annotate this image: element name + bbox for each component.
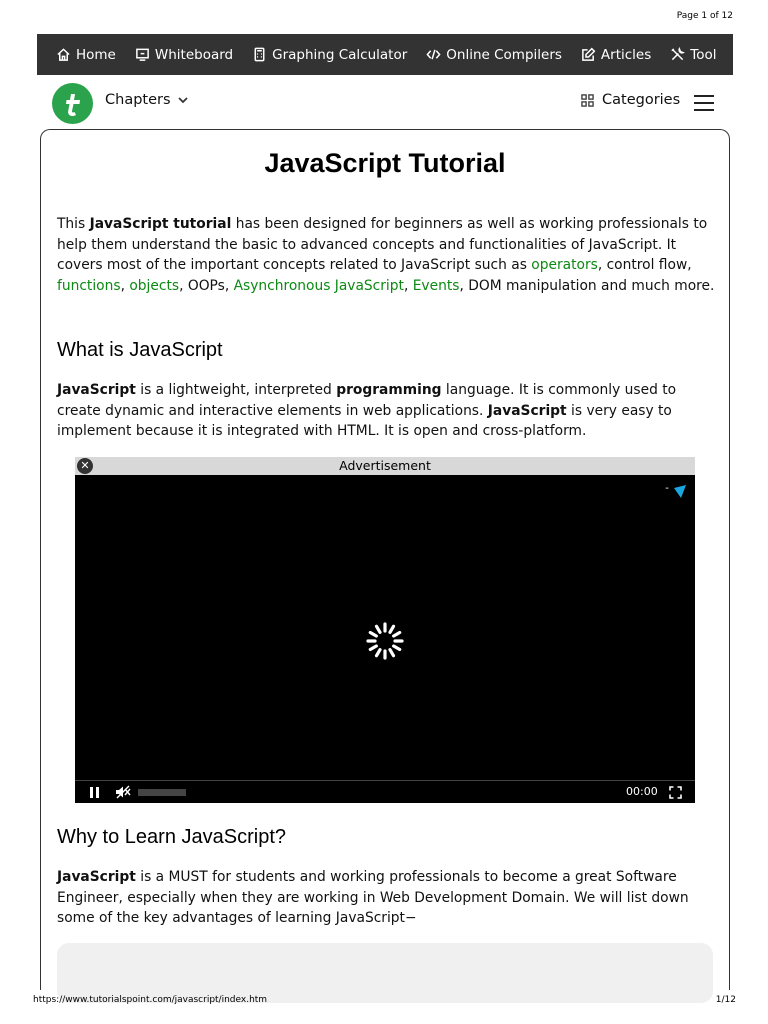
ad-logo-dash: - — [665, 483, 669, 494]
tutorial-content — [40, 129, 730, 990]
advertisement-bar — [75, 457, 695, 475]
loading-spinner-icon — [365, 621, 405, 661]
intro-text: , — [120, 277, 130, 294]
video-controls — [75, 780, 695, 803]
intro-text: , — [403, 277, 413, 294]
nav-graphing-calculator[interactable] — [252, 47, 407, 63]
calculator-icon — [252, 47, 267, 62]
chevron-down-icon — [177, 94, 189, 106]
categories-label: Categories — [602, 92, 681, 108]
logo-t-icon — [59, 90, 87, 118]
intro-text: This — [57, 216, 90, 232]
why-bold: JavaScript — [57, 869, 136, 885]
nav-whiteboard-label: Whiteboard — [154, 46, 234, 63]
nav-online-compilers-label: Online Compilers — [446, 46, 562, 63]
link-events[interactable]: Events — [412, 277, 460, 294]
heading-what-is-javascript: What is JavaScript — [57, 339, 223, 361]
footer-url: https://www.tutorialspoint.com/javascript/index.htm — [33, 995, 268, 1005]
tutorialspoint-logo[interactable] — [52, 83, 93, 124]
video-time: 00:00 — [626, 785, 658, 798]
what-bold: JavaScript — [487, 402, 567, 419]
link-operators[interactable]: operators — [531, 257, 598, 273]
pause-icon[interactable] — [90, 787, 100, 798]
page-title: JavaScript Tutorial — [264, 148, 506, 178]
intro-paragraph — [57, 214, 717, 296]
why-paragraph — [57, 867, 717, 929]
categories-button[interactable] — [581, 92, 680, 108]
home-icon — [56, 47, 71, 62]
grid-icon — [581, 94, 594, 107]
advertisement-video[interactable] — [75, 457, 695, 803]
intro-text: , OOPs, — [179, 277, 234, 294]
nav-home[interactable] — [56, 47, 116, 63]
footer-page-number: 1/12 — [715, 995, 736, 1005]
intro-text: has been designed for beginners as well as working professionals to help them understand the basic to advanced concepts and functionalities of JavaScript. It covers most of the important concepts related to JavaScript such as — [57, 216, 708, 273]
link-functions[interactable]: functions — [57, 277, 121, 294]
nav-tools[interactable] — [670, 47, 716, 63]
what-text: is a lightweight, interpreted — [135, 382, 337, 398]
tools-icon — [670, 47, 685, 62]
nav-online-compilers[interactable] — [426, 47, 562, 63]
what-bold: JavaScript — [57, 382, 136, 398]
what-paragraph — [57, 380, 717, 442]
intro-text: , DOM manipulation and much more. — [459, 277, 715, 294]
why-text: is a MUST for students and working professionals to become a great Software Engineer, especially when they are working in Web Development Domain. We will list down some of the key advantages of learning JavaScript− — [57, 869, 689, 926]
fullscreen-icon[interactable] — [669, 786, 682, 799]
nav-articles[interactable] — [581, 47, 651, 63]
chapters-dropdown[interactable] — [105, 92, 189, 108]
what-text: language. It is commonly used to create dynamic and interactive elements in web applications. — [57, 382, 677, 419]
ad-triangle-icon — [674, 485, 686, 498]
mute-icon[interactable] — [115, 785, 131, 799]
nav-tools-label: Tool — [690, 46, 717, 63]
advantages-box — [57, 943, 713, 1003]
link-objects[interactable]: objects — [129, 277, 180, 294]
link-asynchronous-javascript[interactable]: Asynchronous JavaScript — [233, 277, 404, 294]
chapters-label: Chapters — [105, 92, 171, 108]
page-indicator: Page 1 of 12 — [676, 11, 733, 21]
nav-whiteboard[interactable] — [135, 47, 233, 63]
hamburger-menu-icon[interactable] — [694, 95, 714, 111]
whiteboard-icon — [135, 47, 150, 62]
what-text: is very easy to implement because it is integrated with HTML. It is open and cross-platform. — [57, 402, 672, 439]
heading-why-learn-javascript: Why to Learn JavaScript? — [57, 826, 286, 848]
intro-text: , control flow, — [597, 257, 692, 273]
sub-header — [37, 78, 733, 128]
top-navigation-bar — [37, 34, 733, 75]
ad-brand-logo[interactable] — [665, 483, 686, 502]
nav-articles-label: Articles — [600, 46, 652, 63]
code-icon — [426, 47, 441, 62]
advertisement-label: Advertisement — [339, 458, 431, 473]
what-bold: programming — [336, 382, 442, 398]
edit-icon — [581, 47, 596, 62]
close-icon[interactable]: ✕ — [77, 458, 93, 474]
intro-bold: JavaScript tutorial — [89, 216, 232, 232]
video-progress-bar[interactable] — [138, 789, 186, 796]
nav-home-label: Home — [76, 46, 116, 63]
nav-graphing-calculator-label: Graphing Calculator — [272, 46, 408, 63]
